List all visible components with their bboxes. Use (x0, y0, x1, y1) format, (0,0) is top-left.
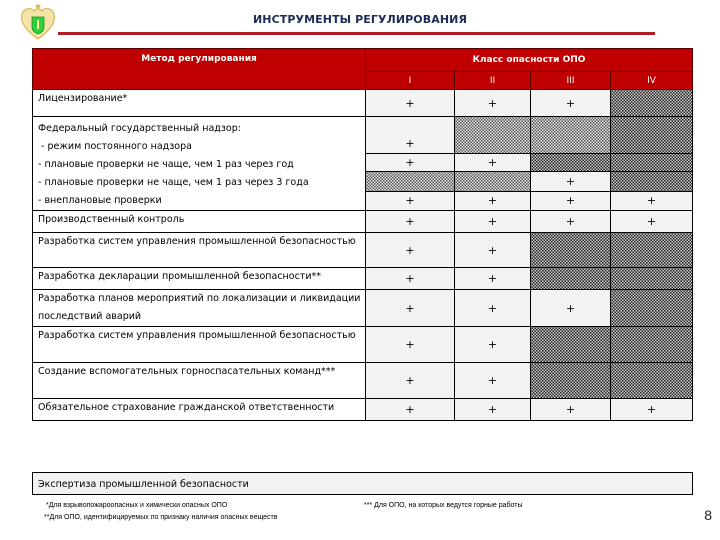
table-row-production-control (33, 211, 693, 233)
cell-class-4: + (611, 399, 693, 421)
cell-class-3: + (531, 191, 611, 210)
cell-class-4-not-applicable (611, 363, 693, 399)
cell-class-3-not-applicable (531, 233, 611, 268)
class-header-3: III (531, 72, 611, 90)
column-header-hazard-class: Класс опасности ОПО (366, 49, 693, 72)
title-underline (58, 32, 655, 35)
cell-class-4-not-applicable (611, 90, 693, 117)
table-row-safety-management-2 (33, 327, 693, 363)
cell-class-2: + (455, 211, 531, 233)
table-row-liability-insurance (33, 399, 693, 421)
label-line: Федеральный государственный надзор: (38, 123, 241, 134)
cell-class-4-not-applicable (611, 268, 693, 290)
cell-class-2: + (455, 399, 531, 421)
footnote-1: *Для взрывопожароопасных и химически опасных ОПО (46, 502, 228, 509)
row-label: Создание вспомогательных горноспасательных команд*** (33, 363, 366, 399)
row-label: Разработка систем управления промышленной безопасностью (33, 327, 366, 363)
cell-class-1-not-applicable (366, 172, 455, 191)
cell-class-1: + (366, 90, 455, 117)
table-row-safety-management (33, 233, 693, 268)
class-header-2: II (455, 72, 531, 90)
cell-class-4-not-applicable (611, 153, 693, 171)
cell-class-4: + (611, 211, 693, 233)
cell-class-4-not-applicable (611, 172, 693, 191)
cell-class-2-not-applicable (455, 172, 531, 191)
cell-class-1: + (366, 191, 455, 210)
table-row-mine-rescue (33, 363, 693, 399)
cell-class-3: + (531, 211, 611, 233)
cell-class-1: + (366, 117, 455, 154)
cell-class-1: + (366, 363, 455, 399)
row-label: Обязательное страхование гражданской ответственности (33, 399, 366, 421)
cell-class-3-not-applicable (531, 117, 611, 154)
cell-class-4: + (611, 191, 693, 210)
cell-class-1: + (366, 290, 455, 327)
label-line: - режим постоянного надзора (38, 141, 192, 152)
cell-class-3: + (531, 399, 611, 421)
row-label-federal-supervision (33, 117, 366, 211)
cell-class-2: + (455, 363, 531, 399)
cell-class-1: + (366, 233, 455, 268)
row-label: Разработка декларации промышленной безопасности** (33, 268, 366, 290)
class-header-4: IV (611, 72, 693, 90)
cell-class-1: + (366, 327, 455, 363)
cell-class-3: + (531, 290, 611, 327)
cell-class-4-not-applicable (611, 290, 693, 327)
cell-class-2-not-applicable (455, 117, 531, 154)
cell-class-3-not-applicable (531, 363, 611, 399)
page-number: 8 (704, 507, 712, 523)
row-label: Разработка систем управления промышленной безопасностью (33, 233, 366, 268)
cell-class-3-not-applicable (531, 327, 611, 363)
cell-class-2: + (455, 268, 531, 290)
footnote-2: **Для ОПО, идентифицируемых по признаку наличия опасных веществ (44, 514, 278, 521)
label-line: - плановые проверки не чаще, чем 1 раз через год (38, 159, 294, 170)
class-header-1: I (366, 72, 455, 90)
cell-class-2: + (455, 290, 531, 327)
cell-class-2: + (455, 90, 531, 117)
cell-class-4-not-applicable (611, 233, 693, 268)
table-row-federal-supervision (33, 117, 693, 154)
table-row-licensing (33, 90, 693, 117)
table-row-accident-plans (33, 290, 693, 327)
page-title: ИНСТРУМЕНТЫ РЕГУЛИРОВАНИЯ (252, 13, 468, 26)
expertise-box: Экспертиза промышленной безопасности (32, 472, 693, 495)
table-row-safety-declaration (33, 268, 693, 290)
label-line: - внеплановые проверки (38, 195, 162, 206)
cell-class-2: + (455, 191, 531, 210)
label-line: - плановые проверки не чаще, чем 1 раз через 3 года (38, 177, 309, 188)
cell-class-4-not-applicable (611, 117, 693, 154)
column-header-method: Метод регулирования (33, 49, 366, 90)
cell-class-1: + (366, 399, 455, 421)
cell-class-3-not-applicable (531, 153, 611, 171)
regulation-tools-table (32, 48, 693, 421)
footnote-3: *** Для ОПО, на которых ведутся горные работы (364, 502, 523, 509)
row-label: Лицензирование* (33, 90, 366, 117)
cell-class-3: + (531, 172, 611, 191)
cell-class-1: + (366, 211, 455, 233)
cell-class-4-not-applicable (611, 327, 693, 363)
cell-class-2: + (455, 153, 531, 171)
cell-class-1: + (366, 268, 455, 290)
cell-class-3: + (531, 90, 611, 117)
cell-class-1: + (366, 153, 455, 171)
row-label: Разработка планов мероприятий по локализации и ликвидации последствий аварий (33, 290, 366, 327)
cell-class-3-not-applicable (531, 268, 611, 290)
cell-class-2: + (455, 233, 531, 268)
row-label: Производственный контроль (33, 211, 366, 233)
cell-class-2: + (455, 327, 531, 363)
